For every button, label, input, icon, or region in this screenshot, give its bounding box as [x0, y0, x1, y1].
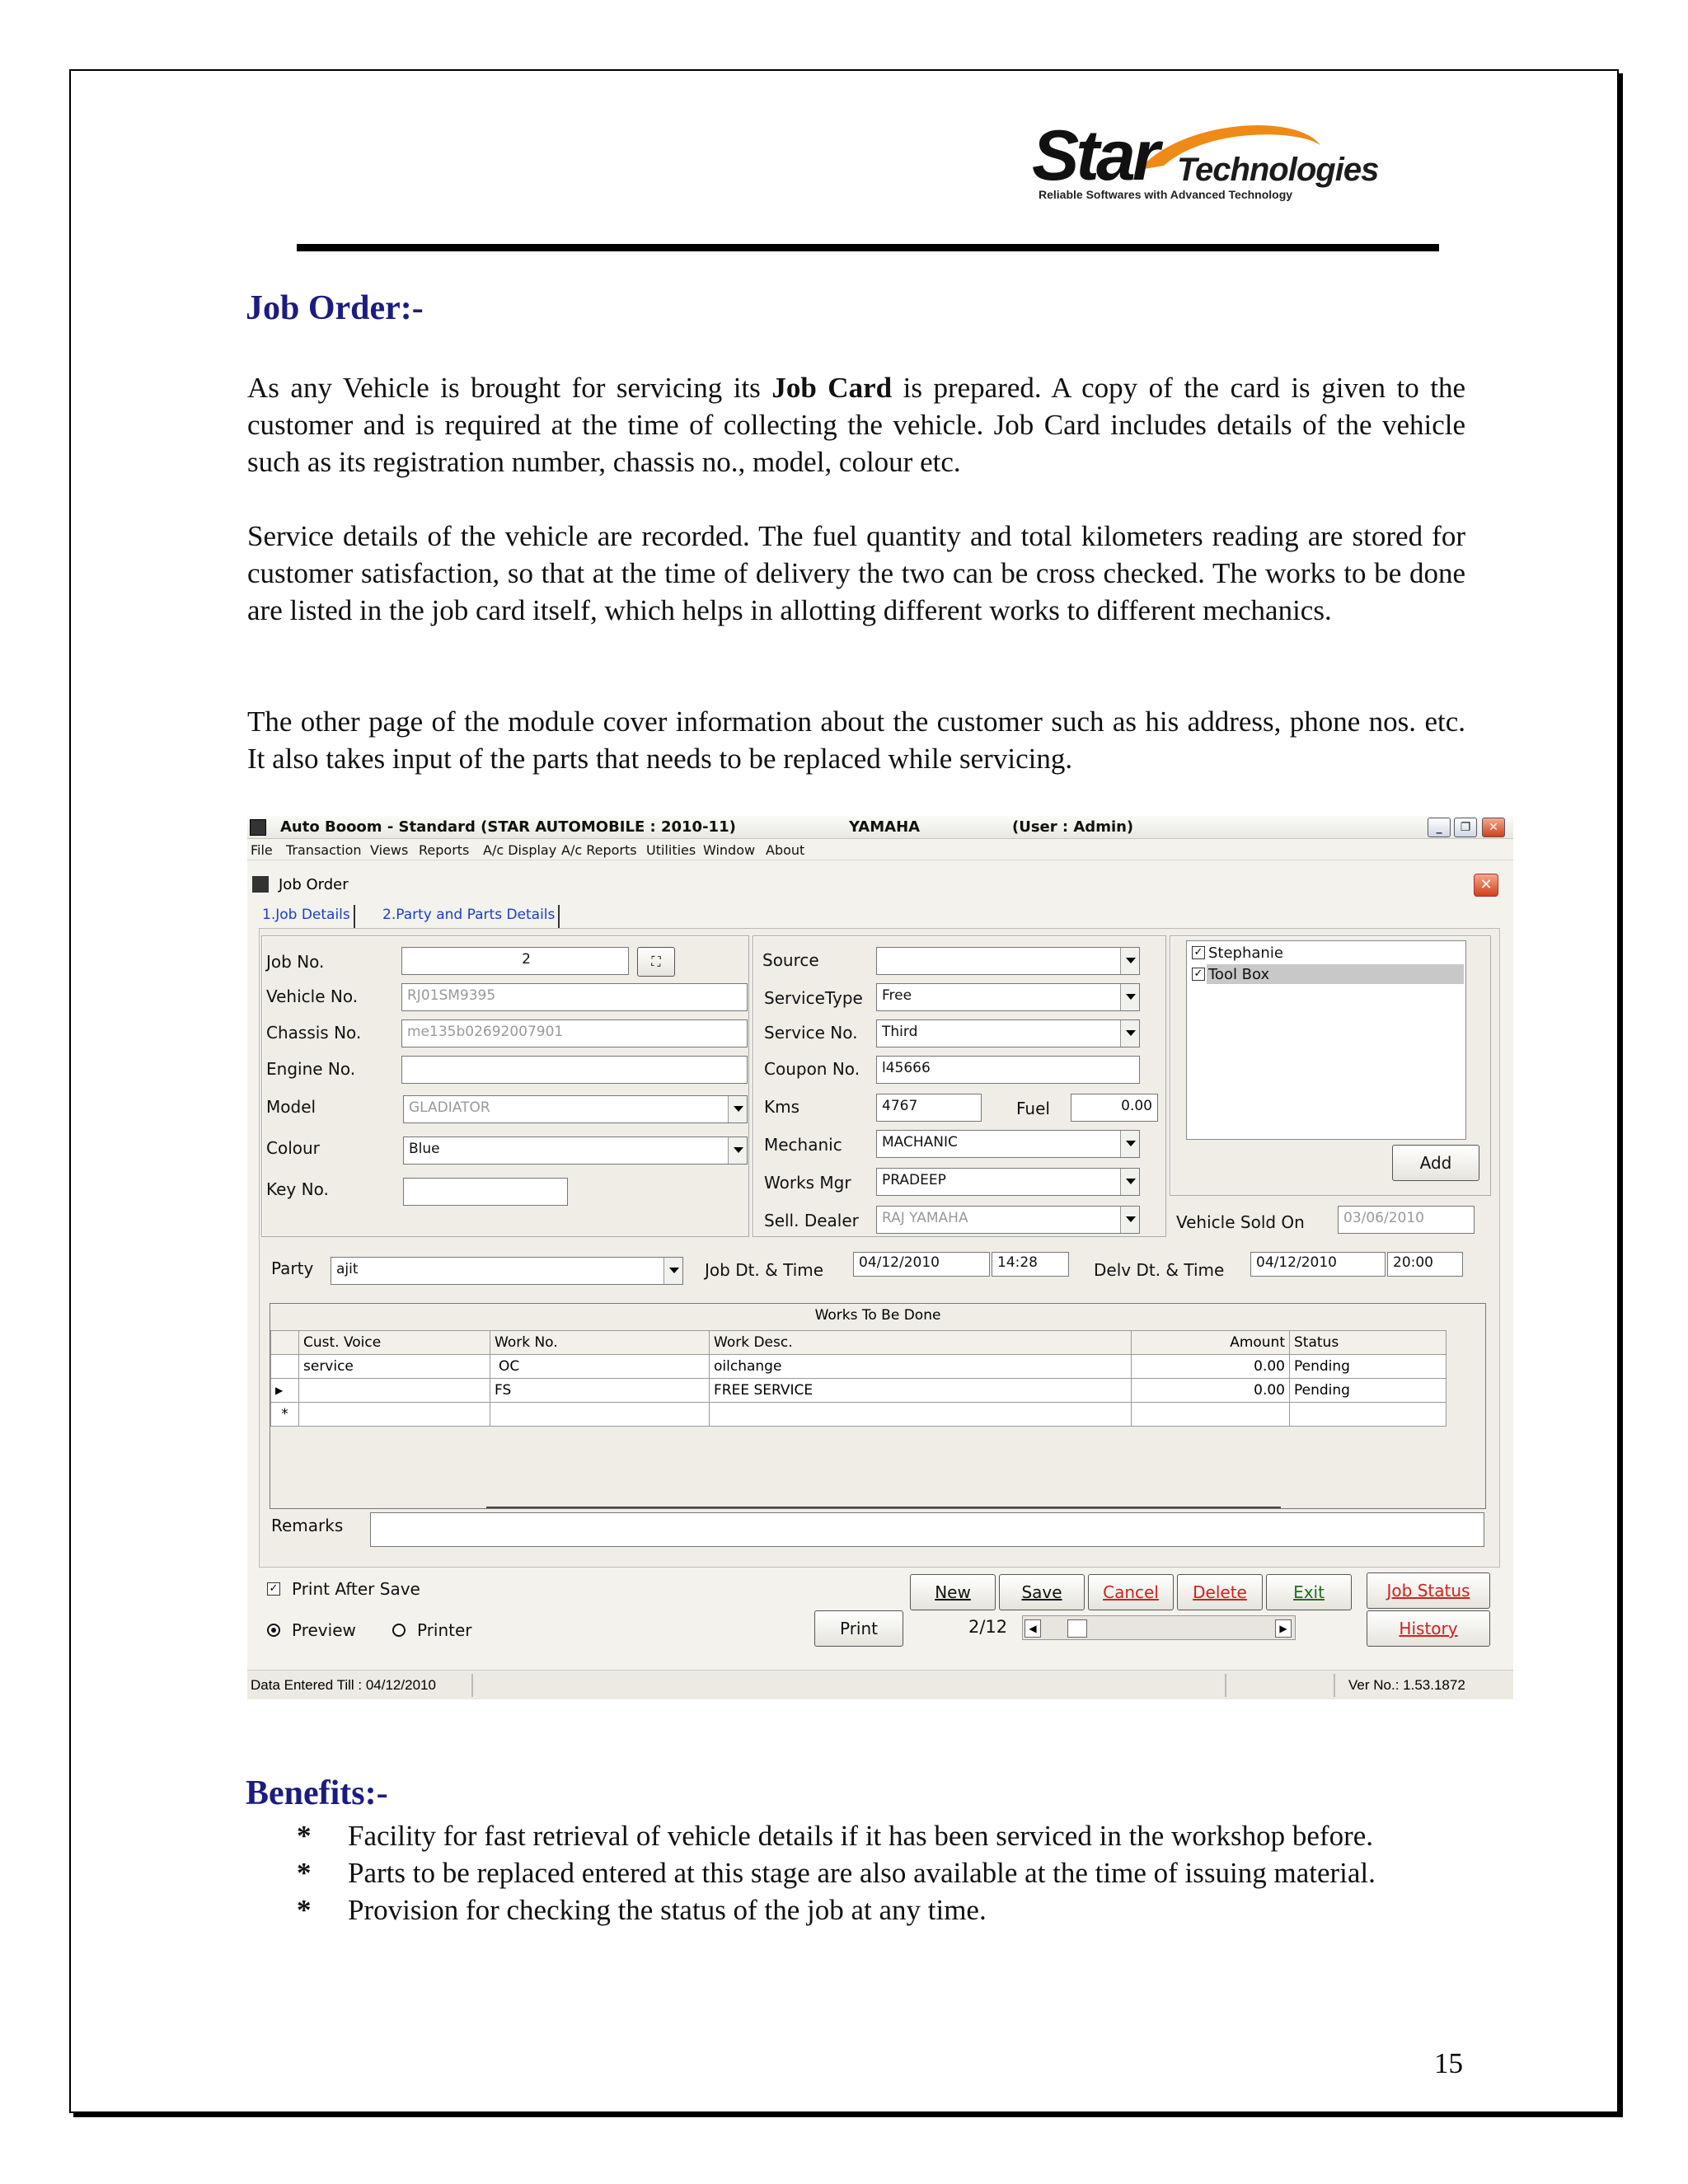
checkbox-icon[interactable]: ✓	[1192, 946, 1205, 959]
engine-no-label: Engine No.	[266, 1059, 356, 1079]
cell-cust-voice[interactable]: service	[299, 1355, 490, 1379]
table-row[interactable]	[271, 1355, 1447, 1379]
checklist-item-toolbox: Tool Box	[1208, 966, 1270, 983]
colour-label: Colour	[266, 1138, 320, 1158]
preview-radio[interactable]	[267, 1624, 280, 1637]
coupon-no-label: Coupon No.	[764, 1059, 860, 1079]
print-after-save-checkbox[interactable]: ✓	[267, 1582, 280, 1596]
cell-work-no[interactable]: OC	[490, 1355, 710, 1379]
chevron-down-icon	[1126, 1216, 1136, 1222]
cell-amount[interactable]: 0.00	[1132, 1355, 1290, 1379]
chevron-down-icon	[1126, 994, 1136, 1000]
chassis-no-label: Chassis No.	[266, 1023, 362, 1043]
mechanic-dropdown[interactable]: MACHANIC	[876, 1130, 1140, 1158]
kms-label: Kms	[764, 1097, 800, 1117]
new-button[interactable]: New	[910, 1574, 996, 1610]
fuel-label: Fuel	[1016, 1099, 1050, 1118]
print-button[interactable]: Print	[814, 1610, 903, 1647]
col-cust-voice[interactable]: Cust. Voice	[299, 1331, 490, 1355]
restore-icon[interactable]: ❐	[1454, 818, 1477, 837]
job-order-heading: Job Order:-	[246, 289, 424, 327]
new-row-icon: *	[271, 1403, 299, 1427]
cell-amount[interactable]: 0.00	[1132, 1379, 1290, 1403]
menu-file[interactable]: File	[251, 842, 273, 858]
app-titlebar: Auto Booom - Standard (STAR AUTOMOBILE : 2010-11) YAMAHA (User : Admin) _ ❐ ✕	[247, 816, 1513, 839]
menu-ac-reports[interactable]: A/c Reports	[561, 842, 637, 858]
job-details-panel	[259, 928, 1500, 1568]
service-paragraph: Service details of the vehicle are recorded. The fuel quantity and total kilometers reading are stored for customer satisfaction, so that at the time of delivery the two can be cross checked. The works to be done are listed in the job card itself, which helps in allotting different works to different mechanics.	[247, 520, 1465, 626]
job-order-window-title: Job Order	[251, 874, 1508, 897]
chassis-no-field[interactable]: me135b02692007901	[401, 1019, 748, 1047]
vehicle-sold-on-label: Vehicle Sold On	[1176, 1212, 1305, 1232]
kms-field[interactable]: 4767	[876, 1094, 982, 1122]
job-time-field[interactable]: 14:28	[992, 1252, 1069, 1277]
menu-utilities[interactable]: Utilities	[646, 842, 696, 858]
binoculars-icon[interactable]: ⛶	[637, 947, 675, 977]
col-work-no[interactable]: Work No.	[490, 1331, 710, 1355]
tab-job-details[interactable]: 1.Job Details	[259, 905, 355, 928]
coupon-no-field[interactable]: l45666	[876, 1056, 1140, 1084]
delv-time-field[interactable]: 20:00	[1387, 1252, 1463, 1277]
customer-paragraph: The other page of the module cover information about the customer such as his address, phone nos. etc. It also takes input of the parts that needs to be replaced while servicing.	[247, 705, 1465, 775]
model-label: Model	[266, 1097, 316, 1117]
grid-scrollbar[interactable]	[486, 1507, 1281, 1508]
sell-dealer-label: Sell. Dealer	[764, 1211, 859, 1230]
table-row[interactable]	[271, 1379, 1447, 1403]
record-counter: 2/12	[968, 1617, 1008, 1637]
checklist-box	[1186, 940, 1466, 1140]
chevron-down-icon	[1126, 958, 1136, 963]
service-no-label: Service No.	[764, 1023, 858, 1043]
vehicle-sold-on-field[interactable]: 03/06/2010	[1338, 1206, 1475, 1234]
cell-work-no[interactable]: FS	[490, 1379, 710, 1403]
service-no-dropdown[interactable]: Third	[876, 1019, 1140, 1047]
job-no-field[interactable]: 2	[401, 947, 629, 975]
app-icon	[250, 819, 266, 836]
minimize-icon[interactable]: _	[1428, 818, 1451, 837]
menu-reports[interactable]: Reports	[419, 842, 470, 858]
works-table	[270, 1330, 1447, 1427]
party-label: Party	[271, 1258, 314, 1278]
model-dropdown[interactable]: GLADIATOR	[403, 1095, 748, 1123]
remarks-label: Remarks	[271, 1516, 344, 1535]
works-mgr-label: Works Mgr	[764, 1173, 851, 1193]
exit-button[interactable]: Exit	[1266, 1574, 1352, 1610]
intro-paragraph: As any Vehicle is brought for servicing its Job Card is prepared. A copy of the card is given to the customer and is required at the time of collecting the vehicle. Job Card includes details of the vehicle such as its registration number, chassis no., model, colour etc.	[247, 372, 1465, 478]
chevron-down-icon	[734, 1106, 743, 1112]
chevron-down-icon	[1126, 1179, 1136, 1184]
vehicle-no-label: Vehicle No.	[266, 987, 359, 1006]
form-close-icon[interactable]: ✕	[1474, 874, 1498, 897]
party-dropdown[interactable]: ajit	[331, 1257, 683, 1285]
print-after-save-label: Print After Save	[292, 1579, 420, 1599]
colour-dropdown[interactable]: Blue	[403, 1137, 748, 1165]
close-icon[interactable]: ✕	[1482, 818, 1505, 837]
cell-cust-voice[interactable]	[299, 1379, 490, 1403]
col-work-desc[interactable]: Work Desc.	[710, 1331, 1132, 1355]
list-item: * Facility for fast retrieval of vehicle details if it has been serviced in the workshop before.	[297, 1820, 1374, 1852]
col-status[interactable]: Status	[1290, 1331, 1447, 1355]
scroll-left-icon[interactable]: ◀	[1025, 1619, 1041, 1638]
history-button[interactable]: History	[1367, 1610, 1490, 1647]
chevron-down-icon	[734, 1147, 743, 1153]
sell-dealer-dropdown[interactable]: RAJ YAMAHA	[876, 1206, 1140, 1234]
mechanic-label: Mechanic	[764, 1135, 842, 1155]
form-icon	[252, 876, 269, 893]
scroll-right-icon[interactable]: ▶	[1275, 1619, 1292, 1638]
header-rule	[297, 244, 1439, 251]
delv-date-field[interactable]: 04/12/2010	[1250, 1252, 1386, 1277]
printer-label: Printer	[417, 1620, 472, 1640]
list-item: * Parts to be replaced entered at this stage are also available at the time of issuing material.	[297, 1857, 1376, 1889]
chevron-down-icon	[669, 1268, 679, 1273]
key-no-label: Key No.	[266, 1179, 329, 1199]
source-label: Source	[762, 950, 819, 970]
record-scrollbar[interactable]	[1022, 1615, 1296, 1640]
status-version: Ver No.: 1.53.1872	[1348, 1677, 1465, 1693]
menu-views[interactable]: Views	[370, 842, 409, 858]
cell-work-desc[interactable]: FREE SERVICE	[710, 1379, 1132, 1403]
works-mgr-dropdown[interactable]: PRADEEP	[876, 1168, 1140, 1196]
chevron-down-icon	[1126, 1030, 1136, 1036]
star-technologies-logo: Star Technologies Reliable Softwares with Advanced Technology	[1032, 116, 1379, 201]
delv-dt-label: Delv Dt. & Time	[1094, 1260, 1225, 1280]
engine-no-field[interactable]	[401, 1056, 748, 1084]
checkbox-icon[interactable]: ✓	[1192, 968, 1205, 981]
save-button[interactable]: Save	[999, 1574, 1085, 1610]
job-no-label: Job No.	[266, 952, 325, 972]
source-dropdown[interactable]	[876, 947, 1140, 975]
add-button[interactable]: Add	[1392, 1145, 1479, 1181]
vehicle-no-field[interactable]: RJ01SM9395	[401, 983, 748, 1011]
page-number: 15	[1434, 2047, 1463, 2079]
remarks-field[interactable]	[370, 1512, 1484, 1547]
delete-button[interactable]: Delete	[1177, 1574, 1263, 1610]
tab-party-parts[interactable]: 2.Party and Parts Details	[379, 905, 560, 928]
cancel-button[interactable]: Cancel	[1088, 1574, 1174, 1610]
scroll-thumb[interactable]	[1067, 1619, 1087, 1638]
cell-status[interactable]: Pending	[1290, 1355, 1447, 1379]
printer-radio[interactable]	[392, 1624, 406, 1637]
status-data-entered: Data Entered Till : 04/12/2010	[251, 1677, 436, 1693]
cell-work-desc[interactable]: oilchange	[710, 1355, 1132, 1379]
chevron-down-icon	[1126, 1141, 1136, 1146]
new-row[interactable]	[271, 1403, 1447, 1427]
job-order-screenshot	[247, 816, 1513, 1699]
benefits-heading: Benefits:-	[246, 1774, 388, 1812]
list-item: * Provision for checking the status of the job at any time.	[297, 1894, 987, 1926]
service-type-dropdown[interactable]: Free	[876, 983, 1140, 1011]
status-bar	[247, 1670, 1513, 1699]
menu-ac-display[interactable]: A/c Display	[483, 842, 557, 858]
menu-window[interactable]: Window	[703, 842, 756, 858]
row-pointer-icon: ▶	[271, 1379, 299, 1403]
job-date-field[interactable]: 04/12/2010	[853, 1252, 990, 1277]
menu-about[interactable]: About	[766, 842, 805, 858]
benefits-list	[297, 1817, 1465, 1929]
works-grid	[270, 1303, 1486, 1509]
key-no-field[interactable]	[403, 1178, 568, 1206]
grid-caption: Works To Be Done	[814, 1307, 941, 1324]
menu-transaction[interactable]: Transaction	[286, 842, 362, 858]
checklist-item-stephanie: Stephanie	[1208, 944, 1283, 962]
preview-label: Preview	[292, 1620, 356, 1640]
fuel-field[interactable]: 0.00	[1071, 1094, 1158, 1122]
col-amount[interactable]: Amount	[1132, 1331, 1290, 1355]
job-dt-label: Job Dt. & Time	[705, 1260, 824, 1280]
menubar	[247, 839, 1513, 860]
job-status-button[interactable]: Job Status	[1367, 1572, 1490, 1609]
cell-status[interactable]: Pending	[1290, 1379, 1447, 1403]
service-type-label: ServiceType	[764, 988, 863, 1008]
